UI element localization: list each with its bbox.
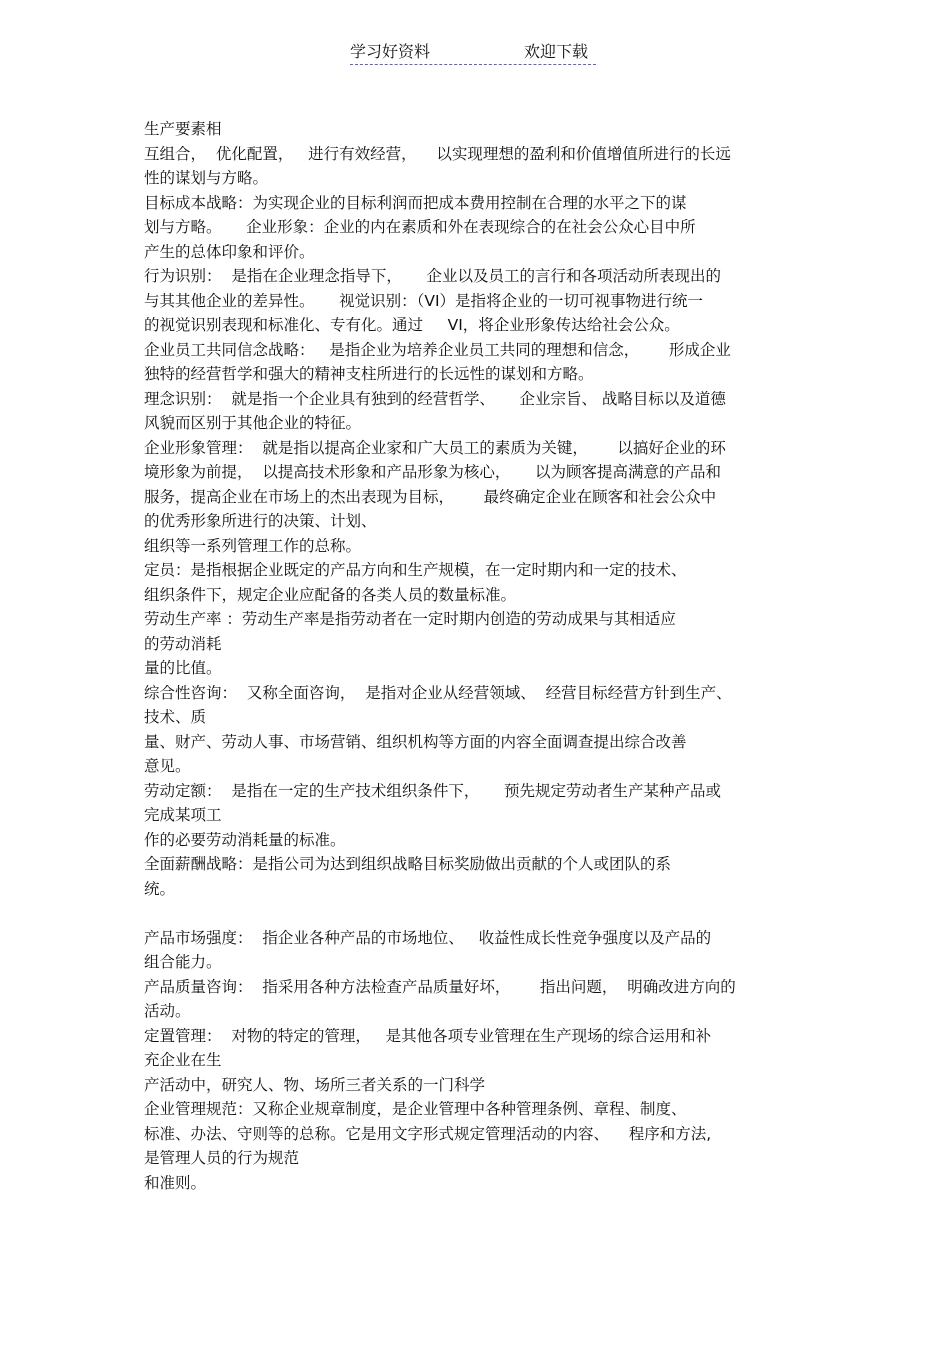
text-line: 劳动定额： 是指在一定的生产技术组织条件下， 预先规定劳动者生产某种产品或 bbox=[144, 781, 721, 800]
text-line: 标准、办法、守则等的总称。它是用文字形式规定管理活动的内容、 程序和方法, bbox=[144, 1124, 712, 1143]
text-line: 和准则。 bbox=[144, 1173, 207, 1192]
text-line: 技术、质 bbox=[144, 708, 207, 726]
text-line: 理念识别： 就是指一个企业具有独到的经营哲学、 企业宗旨、 战略目标以及道德 bbox=[144, 389, 726, 408]
text-line: 量、财产、劳动人事、市场营销、组织机构等方面的内容全面调查提出综合改善 bbox=[144, 732, 687, 751]
text-line: 活动。 bbox=[144, 1002, 191, 1020]
text-line: 全面薪酬战略：是指公司为达到组织战略目标奖励做出贡献的个人或团队的系 bbox=[144, 855, 672, 873]
header-right-text: 欢迎下载 bbox=[524, 42, 589, 61]
text-line: 产活动中，研究人、物、场所三者关系的一门科学 bbox=[144, 1075, 486, 1094]
text-line: 充企业在生 bbox=[144, 1051, 222, 1069]
text-line: 生产要素相 bbox=[144, 120, 222, 138]
text-line: 互组合， 优化配置， 进行有效经营， 以实现理想的盈利和价值增值所进行的长远 bbox=[144, 144, 731, 163]
text-line: 作的必要劳动消耗量的标准。 bbox=[144, 830, 346, 849]
text-line: 风貌而区别于其他企业的特征。 bbox=[144, 414, 362, 432]
header-left-text: 学习好资料 bbox=[350, 42, 431, 61]
text-line: 行为识别： 是指在企业理念指导下， 企业以及员工的言行和各项活动所表现出的 bbox=[144, 267, 721, 285]
text-line: 境形象为前提， 以提高技术形象和产品形象为核心， 以为顾客提高满意的产品和 bbox=[144, 463, 721, 481]
text-line: 劳动生产率 ：劳动生产率是指劳动者在一定时期内创造的劳动成果与其相适应 bbox=[144, 610, 676, 628]
text-line: 产品质量咨询： 指采用各种方法检查产品质量好坏， 指出问题， 明确改进方向的 bbox=[144, 977, 736, 996]
text-line: 企业形象管理： 就是指以提高企业家和广大员工的素质为关键， 以搞好企业的环 bbox=[144, 438, 726, 457]
text-line: 的优秀形象所进行的决策、计划、 bbox=[144, 512, 377, 530]
text-line: 的劳动消耗 bbox=[144, 634, 222, 653]
text-line: 组织条件下，规定企业应配备的各类人员的数量标准。 bbox=[144, 585, 517, 604]
text-line: 服务，提高企业在市场上的杰出表现为目标， 最终确定企业在顾客和社会公众中 bbox=[144, 487, 717, 506]
document-body bbox=[144, 117, 814, 1195]
text-line: 综合性咨询： 又称全面咨询， 是指对企业从经营领域、 经营目标经营方针到生产、 bbox=[144, 683, 732, 702]
text-line: 与其其他企业的差异性。 视觉识别：（VI）是指将企业的一切可视事物进行统一 bbox=[144, 291, 704, 310]
text-line bbox=[144, 901, 814, 926]
text-line: 的视觉识别表现和标准化、专有化。通过 VI，将企业形象传达给社会公众。 bbox=[144, 316, 680, 334]
text-line: 性的谋划与方略。 bbox=[144, 169, 269, 187]
text-line: 定员：是指根据企业既定的产品方向和生产规模，在一定时期内和一定的技术、 bbox=[144, 561, 687, 579]
text-line: 目标成本战略：为实现企业的目标利润而把成本费用控制在合理的水平之下的谋 bbox=[144, 193, 687, 212]
text-line: 划与方略。 企业形象：企业的内在素质和外在表现综合的在社会公众心目中所 bbox=[144, 218, 696, 236]
text-line: 定置管理： 对物的特定的管理， 是其他各项专业管理在生产现场的综合运用和补 bbox=[144, 1026, 712, 1045]
text-line: 完成某项工 bbox=[144, 806, 222, 824]
page-header bbox=[350, 42, 596, 66]
text-line: 是管理人员的行为规范 bbox=[144, 1149, 300, 1167]
text-line: 组织等一系列管理工作的总称。 bbox=[144, 536, 362, 555]
header-dashed-rule bbox=[350, 64, 596, 65]
text-line: 量的比值。 bbox=[144, 659, 222, 677]
text-line: 企业员工共同信念战略： 是指企业为培养企业员工共同的理想和信念， 形成企业 bbox=[144, 340, 731, 359]
text-line: 产品市场强度： 指企业各种产品的市场地位、 收益性成长性竞争强度以及产品的 bbox=[144, 928, 712, 947]
text-line: 组合能力。 bbox=[144, 953, 222, 971]
text-line: 统。 bbox=[144, 879, 176, 898]
text-line: 意见。 bbox=[144, 757, 191, 775]
text-line: 独特的经营哲学和强大的精神支柱所进行的长远性的谋划和方略。 bbox=[144, 365, 594, 383]
text-line: 企业管理规范：又称企业规章制度，是企业管理中各种管理条例、章程、制度、 bbox=[144, 1100, 687, 1118]
text-line: 产生的总体印象和评价。 bbox=[144, 242, 315, 261]
